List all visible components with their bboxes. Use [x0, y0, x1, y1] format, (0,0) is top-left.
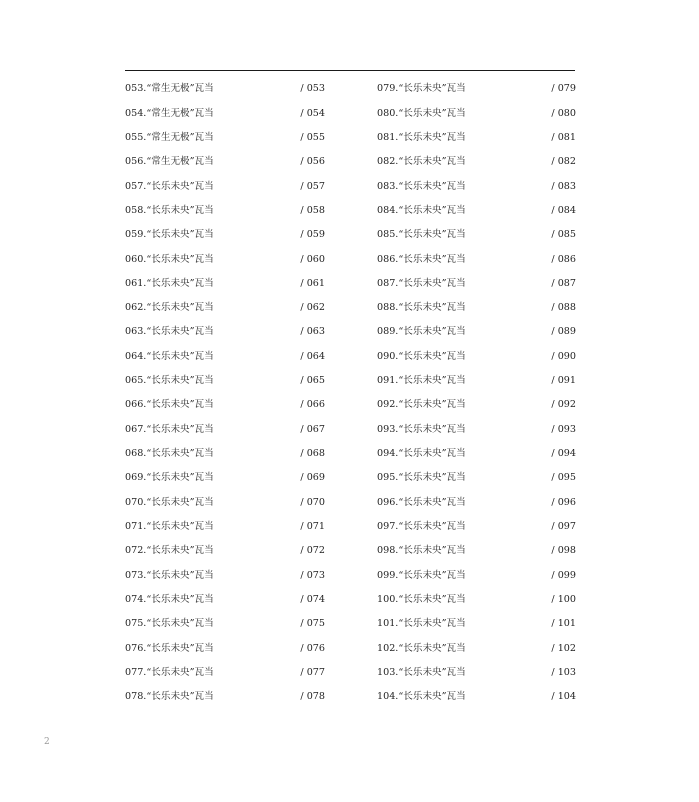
toc-entry-page: / 087 [551, 277, 576, 289]
toc-entry [125, 417, 325, 441]
toc-entry-page: / 103 [551, 666, 576, 678]
toc-entry-page: / 083 [551, 180, 576, 192]
toc-entry-title: 062.“长乐未央”瓦当 [125, 302, 214, 314]
toc-entry [377, 150, 576, 174]
toc-entry-page: / 078 [300, 691, 325, 703]
toc-entry-title: 074.“长乐未央”瓦当 [125, 593, 214, 605]
toc-entry-page: / 065 [300, 375, 325, 387]
toc-entry-page: / 069 [300, 472, 325, 484]
toc-entry-page: / 095 [551, 472, 576, 484]
toc-entry [125, 515, 325, 539]
toc-entry-title: 061.“长乐未央”瓦当 [125, 277, 214, 289]
toc-entry-title: 079.“长乐未央”瓦当 [377, 83, 466, 95]
toc-entry [377, 101, 576, 125]
toc-entry [377, 417, 576, 441]
toc-entry [125, 539, 325, 563]
toc-entry-title: 058.“长乐未央”瓦当 [125, 204, 214, 216]
toc-entry-page: / 098 [551, 545, 576, 557]
toc-entry-page: / 096 [551, 496, 576, 508]
toc-entry-page: / 061 [300, 277, 325, 289]
toc-entry-title: 059.“长乐未央”瓦当 [125, 229, 214, 241]
toc-entry-title: 065.“长乐未央”瓦当 [125, 375, 214, 387]
toc-entry-title: 102.“长乐未央”瓦当 [377, 642, 466, 654]
toc-entry [377, 563, 576, 587]
toc-entry [377, 126, 576, 150]
toc-entry [377, 320, 576, 344]
toc-entry [125, 685, 325, 709]
toc-entry-title: 055.“常生无极”瓦当 [125, 131, 214, 143]
toc-entry-title: 095.“长乐未央”瓦当 [377, 472, 466, 484]
toc-entry-title: 078.“长乐未央”瓦当 [125, 691, 214, 703]
toc-entry [125, 563, 325, 587]
toc-entry-title: 098.“长乐未央”瓦当 [377, 545, 466, 557]
toc-entry-title: 097.“长乐未央”瓦当 [377, 520, 466, 532]
toc-entry [125, 612, 325, 636]
toc-entry-page: / 081 [551, 131, 576, 143]
toc-entry [125, 223, 325, 247]
toc-entry-title: 090.“长乐未央”瓦当 [377, 350, 466, 362]
toc-entry [125, 369, 325, 393]
toc-entry-title: 087.“长乐未央”瓦当 [377, 277, 466, 289]
toc-entry-title: 070.“长乐未央”瓦当 [125, 496, 214, 508]
toc-entry [125, 393, 325, 417]
toc-entry-page: / 097 [551, 520, 576, 532]
toc-entry [377, 296, 576, 320]
toc-entry-page: / 057 [300, 180, 325, 192]
toc-entry-title: 071.“长乐未央”瓦当 [125, 520, 214, 532]
toc-entry-page: / 102 [551, 642, 576, 654]
toc-entry-title: 086.“长乐未央”瓦当 [377, 253, 466, 265]
toc-entry-page: / 064 [300, 350, 325, 362]
toc-entry-title: 081.“长乐未央”瓦当 [377, 131, 466, 143]
toc-entry-page: / 104 [551, 691, 576, 703]
toc-entry-title: 099.“长乐未央”瓦当 [377, 569, 466, 581]
toc-entry [377, 199, 576, 223]
toc-entry-title: 068.“长乐未央”瓦当 [125, 448, 214, 460]
toc-entry-page: / 068 [300, 448, 325, 460]
toc-entry-page: / 070 [300, 496, 325, 508]
toc-entry [377, 685, 576, 709]
toc-entry [377, 612, 576, 636]
toc-entry-title: 054.“常生无极”瓦当 [125, 107, 214, 119]
toc-entry-page: / 079 [551, 83, 576, 95]
toc-entry-title: 075.“长乐未央”瓦当 [125, 618, 214, 630]
toc-entry [125, 320, 325, 344]
toc-entry-page: / 076 [300, 642, 325, 654]
toc-entry-title: 066.“长乐未央”瓦当 [125, 399, 214, 411]
toc-entry-title: 057.“长乐未央”瓦当 [125, 180, 214, 192]
toc-entry-title: 064.“长乐未央”瓦当 [125, 350, 214, 362]
toc-entry-page: / 082 [551, 156, 576, 168]
toc-entry [125, 199, 325, 223]
toc-entry-page: / 077 [300, 666, 325, 678]
toc-entry-page: / 054 [300, 107, 325, 119]
toc-entry-title: 083.“长乐未央”瓦当 [377, 180, 466, 192]
toc-entry [377, 588, 576, 612]
toc-entry-page: / 071 [300, 520, 325, 532]
toc-entry-page: / 063 [300, 326, 325, 338]
toc-right-column [377, 77, 576, 709]
toc-entry [125, 101, 325, 125]
toc-entry-page: / 093 [551, 423, 576, 435]
toc-entry [377, 272, 576, 296]
toc-entry-page: / 101 [551, 618, 576, 630]
toc-entry [125, 661, 325, 685]
toc-entry-title: 088.“长乐未央”瓦当 [377, 302, 466, 314]
toc-entry-page: / 100 [551, 593, 576, 605]
toc-entry-page: / 091 [551, 375, 576, 387]
toc-entry [125, 442, 325, 466]
toc-entry-page: / 060 [300, 253, 325, 265]
toc-entry-title: 063.“长乐未央”瓦当 [125, 326, 214, 338]
toc-entry-title: 094.“长乐未央”瓦当 [377, 448, 466, 460]
toc-entry [377, 223, 576, 247]
toc-entry-page: / 073 [300, 569, 325, 581]
toc-left-column [125, 77, 325, 709]
toc-entry [125, 77, 325, 101]
toc-entry-title: 053.“常生无极”瓦当 [125, 83, 214, 95]
toc-entry-page: / 092 [551, 399, 576, 411]
toc-entry-title: 060.“长乐未央”瓦当 [125, 253, 214, 265]
toc-entry [377, 515, 576, 539]
toc-entry-title: 096.“长乐未央”瓦当 [377, 496, 466, 508]
toc-entry [377, 174, 576, 198]
toc-entry [125, 150, 325, 174]
toc-entry-title: 077.“长乐未央”瓦当 [125, 666, 214, 678]
toc-entry-page: / 074 [300, 593, 325, 605]
toc-entry [377, 442, 576, 466]
toc-entry [125, 588, 325, 612]
toc-entry [125, 466, 325, 490]
toc-entry-title: 093.“长乐未央”瓦当 [377, 423, 466, 435]
toc-entry-title: 092.“长乐未央”瓦当 [377, 399, 466, 411]
toc-entry-page: / 066 [300, 399, 325, 411]
toc-entry [377, 466, 576, 490]
toc-entry [125, 296, 325, 320]
toc-entry [377, 344, 576, 368]
toc-entry [377, 661, 576, 685]
toc-entry-title: 073.“长乐未央”瓦当 [125, 569, 214, 581]
toc-entry [377, 369, 576, 393]
toc-entry [125, 247, 325, 271]
toc-entry-page: / 085 [551, 229, 576, 241]
toc-entry-page: / 090 [551, 350, 576, 362]
toc-entry-title: 072.“长乐未央”瓦当 [125, 545, 214, 557]
header-rule [125, 70, 575, 71]
toc-entry-title: 082.“长乐未央”瓦当 [377, 156, 466, 168]
toc-entry-page: / 058 [300, 204, 325, 216]
toc-entry-title: 104.“长乐未央”瓦当 [377, 691, 466, 703]
toc-entry-title: 101.“长乐未央”瓦当 [377, 618, 466, 630]
toc-entry [125, 490, 325, 514]
toc-entry-page: / 056 [300, 156, 325, 168]
toc-entry-page: / 094 [551, 448, 576, 460]
toc-entry-title: 089.“长乐未央”瓦当 [377, 326, 466, 338]
toc-entry [125, 272, 325, 296]
toc-entry [125, 344, 325, 368]
toc-entry [377, 636, 576, 660]
toc-entry-page: / 072 [300, 545, 325, 557]
toc-entry-title: 067.“长乐未央”瓦当 [125, 423, 214, 435]
toc-entry [377, 539, 576, 563]
toc-entry [125, 174, 325, 198]
toc-entry-page: / 075 [300, 618, 325, 630]
toc-entry [377, 393, 576, 417]
toc-entry-title: 080.“长乐未央”瓦当 [377, 107, 466, 119]
toc-entry-page: / 055 [300, 131, 325, 143]
toc-entry [377, 247, 576, 271]
toc-entry-page: / 099 [551, 569, 576, 581]
toc-entry-title: 084.“长乐未央”瓦当 [377, 204, 466, 216]
toc-entry-page: / 067 [300, 423, 325, 435]
toc-entry-page: / 059 [300, 229, 325, 241]
toc-entry-title: 069.“长乐未央”瓦当 [125, 472, 214, 484]
toc-entry-title: 100.“长乐未央”瓦当 [377, 593, 466, 605]
toc-entry-page: / 086 [551, 253, 576, 265]
toc-entry-page: / 053 [300, 83, 325, 95]
toc-entry-page: / 080 [551, 107, 576, 119]
toc-entry-title: 056.“常生无极”瓦当 [125, 156, 214, 168]
toc-entry-title: 076.“长乐未央”瓦当 [125, 642, 214, 654]
toc-entry-page: / 062 [300, 302, 325, 314]
toc-entry-title: 103.“长乐未央”瓦当 [377, 666, 466, 678]
toc-entry-title: 085.“长乐未央”瓦当 [377, 229, 466, 241]
toc-entry-page: / 088 [551, 302, 576, 314]
toc-entry-title: 091.“长乐未央”瓦当 [377, 375, 466, 387]
toc-entry-page: / 089 [551, 326, 576, 338]
toc-entry [125, 126, 325, 150]
toc-entry-page: / 084 [551, 204, 576, 216]
toc-entry [377, 77, 576, 101]
page-number: 2 [44, 737, 50, 747]
toc-entry [377, 490, 576, 514]
toc-entry [125, 636, 325, 660]
